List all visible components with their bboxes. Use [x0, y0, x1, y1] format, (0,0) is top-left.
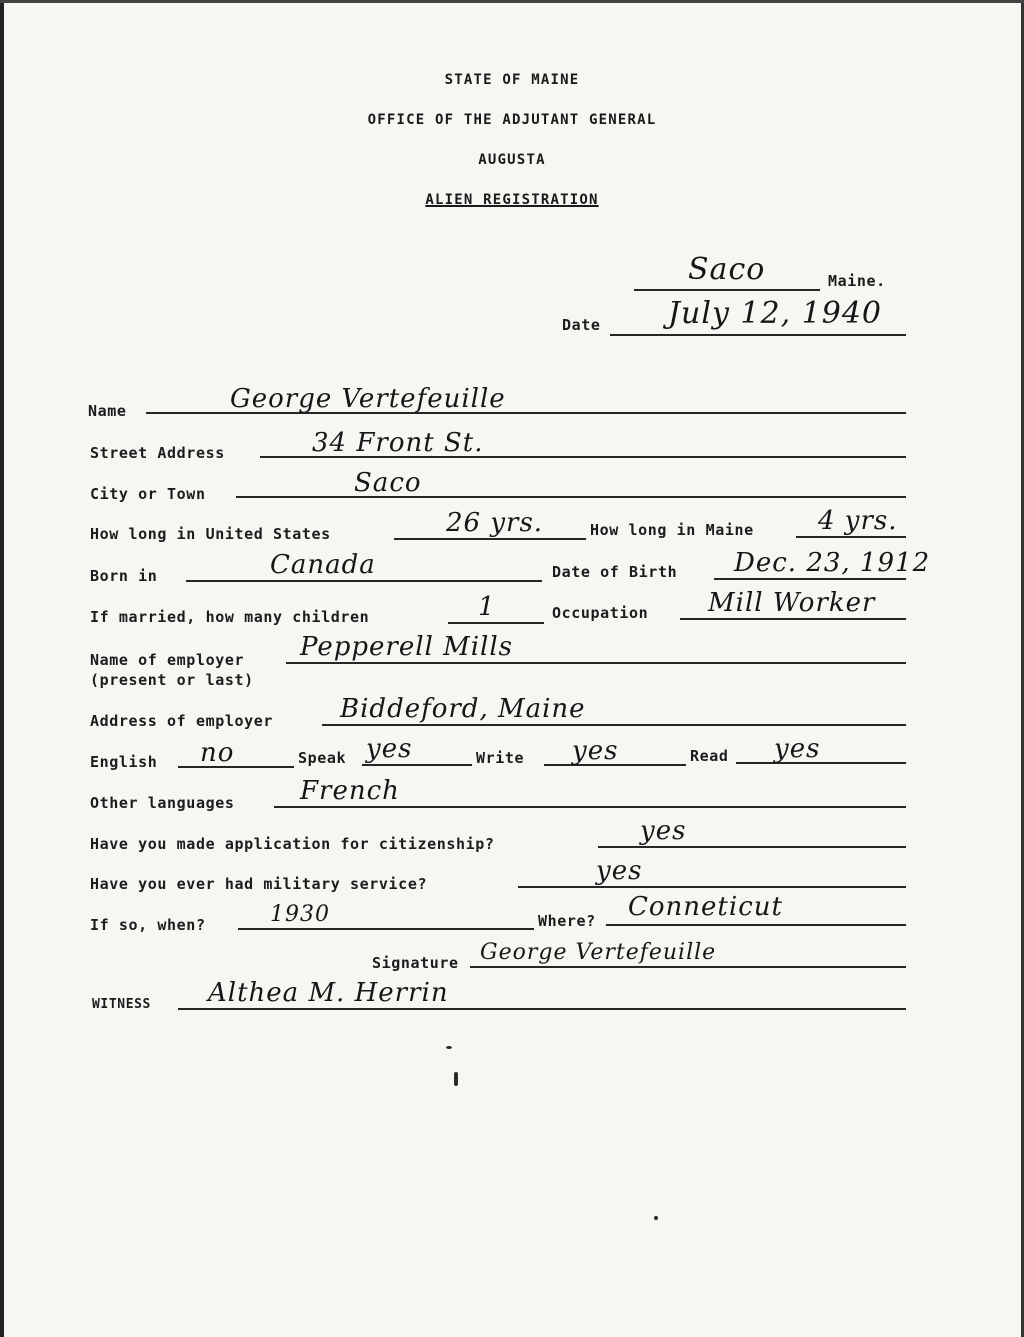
other-languages-line — [274, 806, 906, 808]
citizenship-label: Have you made application for citizenship? — [90, 835, 495, 853]
read-label: Read — [690, 747, 729, 765]
when-label: If so, when? — [90, 916, 206, 934]
date-label: Date — [562, 316, 601, 334]
occupation-line — [680, 618, 906, 620]
write-value: yes — [572, 736, 619, 766]
english-label: English — [90, 753, 158, 771]
street-address-label: Street Address — [90, 444, 225, 462]
speak-label: Speak — [298, 749, 347, 767]
military-line — [518, 886, 906, 888]
date-of-birth-label: Date of Birth — [552, 563, 678, 581]
signature-label: Signature — [372, 954, 459, 972]
signature-line — [470, 966, 906, 968]
employer-name-value: Pepperell Mills — [300, 632, 514, 662]
how-long-us-label: How long in United States — [90, 525, 331, 543]
header-state: STATE OF MAINE — [444, 72, 580, 88]
header-office: OFFICE OF THE ADJUTANT GENERAL — [367, 112, 657, 128]
city-line — [236, 496, 906, 498]
born-in-label: Born in — [90, 567, 158, 585]
date-value: July 12, 1940 — [668, 296, 883, 331]
speak-line — [362, 764, 472, 766]
how-long-us-line — [394, 538, 586, 540]
employer-address-line — [322, 724, 906, 726]
scan-edge-top — [0, 0, 1024, 3]
how-long-maine-label: How long in Maine — [590, 521, 754, 539]
date-line — [610, 334, 906, 336]
employer-name-line — [286, 662, 906, 664]
read-line — [736, 762, 906, 764]
how-long-maine-value: 4 yrs. — [818, 506, 898, 536]
children-value: 1 — [478, 592, 496, 622]
other-languages-value: French — [300, 776, 400, 806]
military-value: yes — [596, 856, 643, 886]
date-of-birth-line — [714, 578, 906, 580]
english-line — [178, 766, 294, 768]
how-long-maine-line — [796, 536, 906, 538]
where-line — [606, 924, 906, 926]
employer-name-sublabel: (present or last) — [90, 671, 254, 689]
employer-name-label: Name of employer — [90, 651, 245, 669]
name-value: George Vertefeuille — [230, 384, 506, 414]
military-label: Have you ever had military service? — [90, 875, 428, 893]
signature-value: George Vertefeuille — [480, 940, 717, 965]
street-address-value: 34 Front St. — [312, 428, 484, 458]
date-of-birth-value: Dec. 23, 1912 — [734, 548, 931, 578]
witness-value: Althea M. Herrin — [208, 978, 449, 1008]
citizenship-line — [598, 846, 906, 848]
write-label: Write — [476, 749, 525, 767]
speak-value: yes — [366, 734, 413, 764]
other-languages-label: Other languages — [90, 794, 235, 812]
occupation-value: Mill Worker — [708, 588, 876, 618]
occupation-label: Occupation — [552, 604, 649, 622]
when-value: 1930 — [270, 902, 330, 927]
town-top-value: Saco — [688, 252, 766, 287]
when-line — [238, 928, 534, 930]
witness-label: WITNESS — [92, 997, 151, 1012]
children-label: If married, how many children — [90, 608, 370, 626]
scan-speck — [446, 1046, 452, 1049]
how-long-us-value: 26 yrs. — [446, 508, 544, 538]
form-title: ALIEN REGISTRATION — [425, 192, 599, 208]
header-city: AUGUSTA — [478, 152, 546, 168]
scan-speck — [654, 1216, 658, 1220]
maine-label: Maine. — [828, 272, 886, 290]
born-in-value: Canada — [270, 550, 376, 580]
where-value: Conneticut — [628, 892, 783, 922]
children-line — [448, 622, 544, 624]
read-value: yes — [774, 734, 821, 764]
citizenship-value: yes — [640, 816, 687, 846]
name-label: Name — [88, 402, 127, 420]
born-in-line — [186, 580, 542, 582]
employer-address-label: Address of employer — [90, 712, 273, 730]
scan-speck — [454, 1072, 458, 1086]
employer-address-value: Biddeford, Maine — [340, 694, 586, 724]
witness-line — [178, 1008, 906, 1010]
city-label: City or Town — [90, 485, 206, 503]
town-line — [634, 289, 820, 291]
where-label: Where? — [538, 912, 596, 930]
city-value: Saco — [354, 468, 422, 498]
english-value: no — [200, 738, 235, 768]
